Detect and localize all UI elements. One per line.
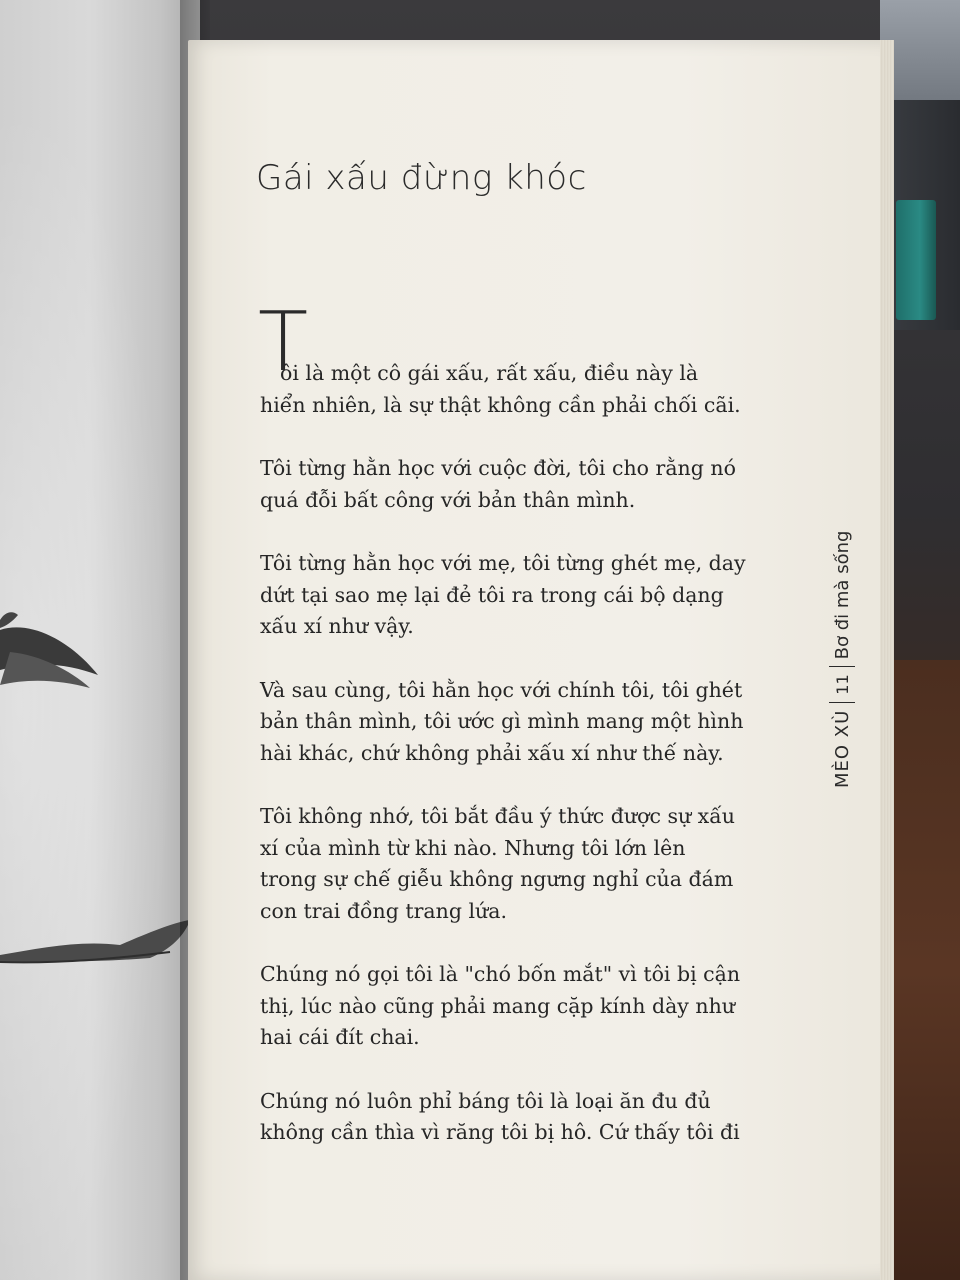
text-line: quá đỗi bất công với bản thân mình. (260, 487, 636, 512)
teal-book-spine (896, 200, 936, 320)
chapter-title: Gái xấu đừng khóc (256, 158, 587, 198)
text-line: Chúng nó gọi tôi là "chó bốn mắt" vì tôi bị cận (260, 962, 741, 986)
author-name: MÈO XÙ (831, 709, 853, 788)
page-number: 11 (832, 674, 852, 695)
text-line: ôi là một cô gái xấu, rất xấu, điều này là (280, 361, 699, 385)
left-page-illustration (0, 0, 200, 1280)
text-line: Tôi từng hằn học với mẹ, tôi từng ghét mẹ, day (260, 551, 746, 575)
text-line: trong sự chế giễu không ngưng nghỉ của đám (260, 867, 734, 891)
paragraph (260, 1086, 800, 1149)
paragraph (260, 675, 800, 770)
text-line: Và sau cùng, tôi hằn học với chính tôi, tôi ghét (260, 677, 743, 702)
text-line: dứt tại sao mẹ lại đẻ tôi ra trong cái bộ dạng (260, 582, 724, 607)
paragraph (260, 548, 800, 643)
drop-cap: T (258, 295, 309, 390)
divider (829, 666, 855, 667)
paragraph (260, 959, 800, 1054)
text-line: xấu xí như vậy. (260, 614, 414, 638)
body-text (260, 318, 800, 1181)
page-edge (880, 40, 894, 1280)
paragraph (260, 801, 800, 927)
book-title: Bơ đi mà sống (831, 530, 853, 660)
text-line: Chúng nó luôn phỉ báng tôi là loại ăn đu đủ (260, 1088, 711, 1113)
text-line: con trai đồng trang lứa. (260, 898, 507, 923)
text-line: bản thân mình, tôi ước gì mình mang một hình (260, 709, 744, 733)
text-line: không cần thìa vì răng tôi bị hô. Cứ thấy tôi đi (260, 1120, 740, 1144)
paragraph (260, 358, 800, 421)
divider (829, 702, 855, 703)
text-line: Tôi không nhớ, tôi bắt đầu ý thức được sự xấu (260, 804, 736, 828)
paragraph (260, 453, 800, 516)
text-line: thị, lúc nào cũng phải mang cặp kính dày như (260, 993, 736, 1018)
text-line: xí của mình từ khi nào. Nhưng tôi lớn lên (260, 835, 686, 860)
bird-illustration (0, 560, 200, 1020)
text-line: hiển nhiên, là sự thật không cần phải chối cãi. (260, 392, 741, 417)
text-line: Tôi từng hằn học với cuộc đời, tôi cho rằng nó (260, 456, 736, 480)
text-line: hài khác, chứ không phải xấu xí như thế này. (260, 740, 724, 765)
text-line: hai cái đít chai. (260, 1025, 420, 1049)
running-header (760, 468, 853, 788)
